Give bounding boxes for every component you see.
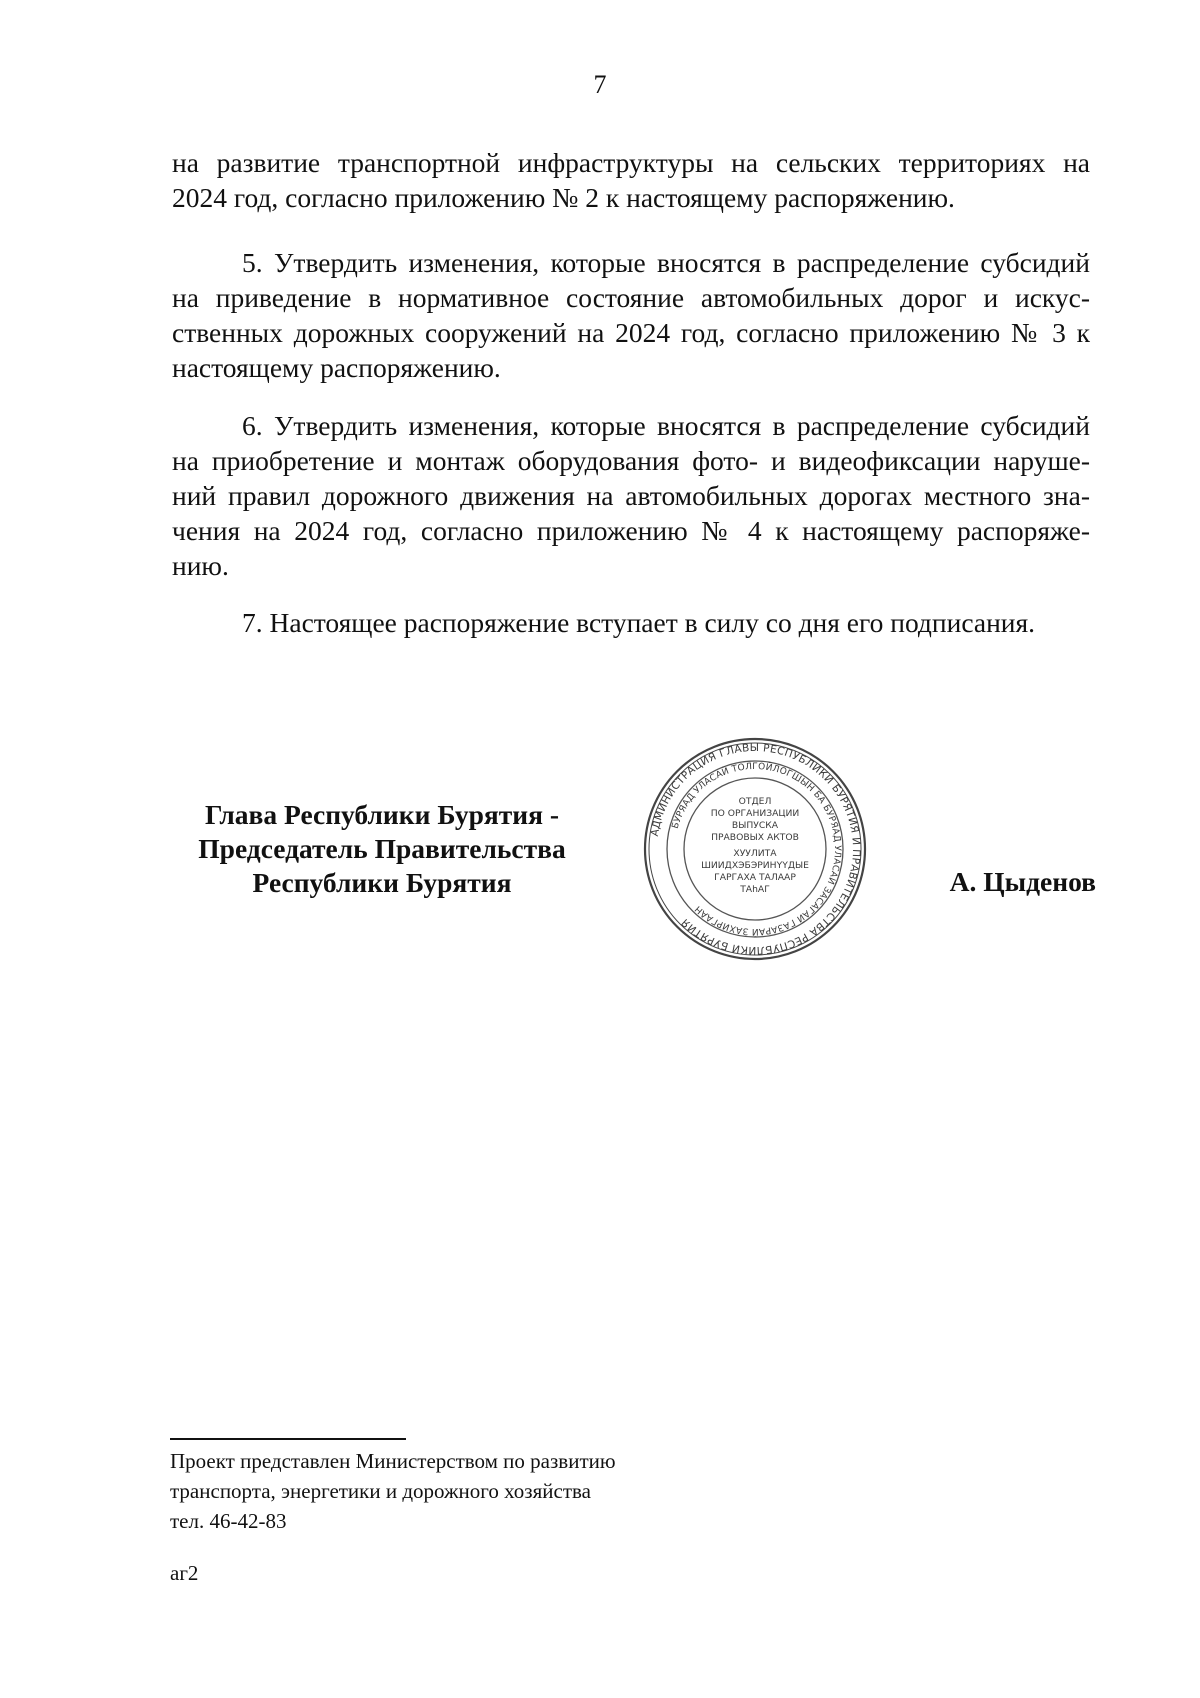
signatory-title-line: Республики Бурятия [252, 867, 512, 898]
paragraph-line: на приведение в нормативное состояние автомобильных дорог и искус- [172, 282, 1090, 313]
page-number: 7 [593, 70, 607, 99]
paragraph-line: на приобретение и монтаж оборудования фото- и видеофиксации наруше- [172, 445, 1090, 476]
paragraph-5 [172, 245, 1090, 385]
signatory-title-line: Председатель Правительства [198, 833, 566, 864]
stamp-center-line: ВЫПУСКА [731, 820, 779, 831]
official-seal-stamp [642, 736, 868, 962]
paragraph-7 [172, 605, 1090, 640]
paragraph-line: чения на 2024 год, согласно приложению № 4 к настоящему распоряже- [172, 515, 1090, 546]
paragraph-line: 7. Настоящее распоряжение вступает в силу со дня его подписания. [242, 607, 1036, 638]
footnote-line: тел. 46-42-83 [170, 1509, 287, 1533]
paragraph-line: ственных дорожных сооружений на 2024 год, согласно приложению № 3 к [172, 317, 1090, 348]
paragraph-continued [172, 145, 1090, 215]
paragraph-line: ний правил дорожного движения на автомобильных дорогах местного зна- [172, 480, 1090, 511]
paragraph-6 [172, 408, 1090, 583]
stamp-center-line: ТАһАГ [740, 884, 770, 895]
stamp-outer-text: АДМИНИСТРАЦИЯ ГЛАВЫ РЕСПУБЛИКИ БУРЯТИЯ И ПРАВИТЕЛЬСТВА РЕСПУБЛИКИ БУРЯТИЯ [648, 741, 863, 957]
stamp-center-line: ШИИДХЭБЭРИНҮҮДЫЕ [701, 860, 809, 871]
document-code: аг2 [170, 1561, 199, 1585]
signatory-name: А. Цыденов [949, 866, 1096, 897]
stamp-center-line: ГАРГАХА ТАЛААР [714, 872, 796, 883]
paragraph-line: настоящему распоряжению. [172, 352, 501, 383]
stamp-center-line: ХУУЛИТА [733, 848, 777, 859]
stamp-inner-ring-text: БУРЯАД УЛАСАЙ ТОЛГОЙЛОГШЫН БА БУРЯАД УЛАСАЙ ЗАСАГАЙ ГАЗАРАЙ ЗАХИРГААН [670, 761, 843, 937]
paragraph-line: на развитие транспортной инфраструктуры на сельских территориях на [172, 147, 1090, 178]
paragraph-line: 6. Утвердить изменения, которые вносятся в распределение субсидий [242, 410, 1090, 441]
stamp-center-line: ОТДЕЛ [738, 796, 772, 807]
paragraph-line: нию. [172, 550, 229, 581]
stamp-center-line: ПО ОРГАНИЗАЦИИ [710, 808, 800, 819]
paragraph-line: 2024 год, согласно приложению № 2 к настоящему распоряжению. [172, 182, 955, 213]
stamp-center-line: ПРАВОВЫХ АКТОВ [711, 832, 799, 843]
footnote-line: транспорта, энергетики и дорожного хозяйства [170, 1479, 591, 1503]
signatory-title-line: Глава Республики Бурятия - [204, 799, 560, 830]
footnote-line: Проект представлен Министерством по развитию [170, 1449, 616, 1473]
stamp-center-text [701, 796, 809, 895]
signatory-title [172, 798, 592, 900]
footnote-divider [170, 1438, 406, 1440]
footnote [170, 1446, 616, 1536]
paragraph-line: 5. Утвердить изменения, которые вносятся в распределение субсидий [242, 247, 1090, 278]
